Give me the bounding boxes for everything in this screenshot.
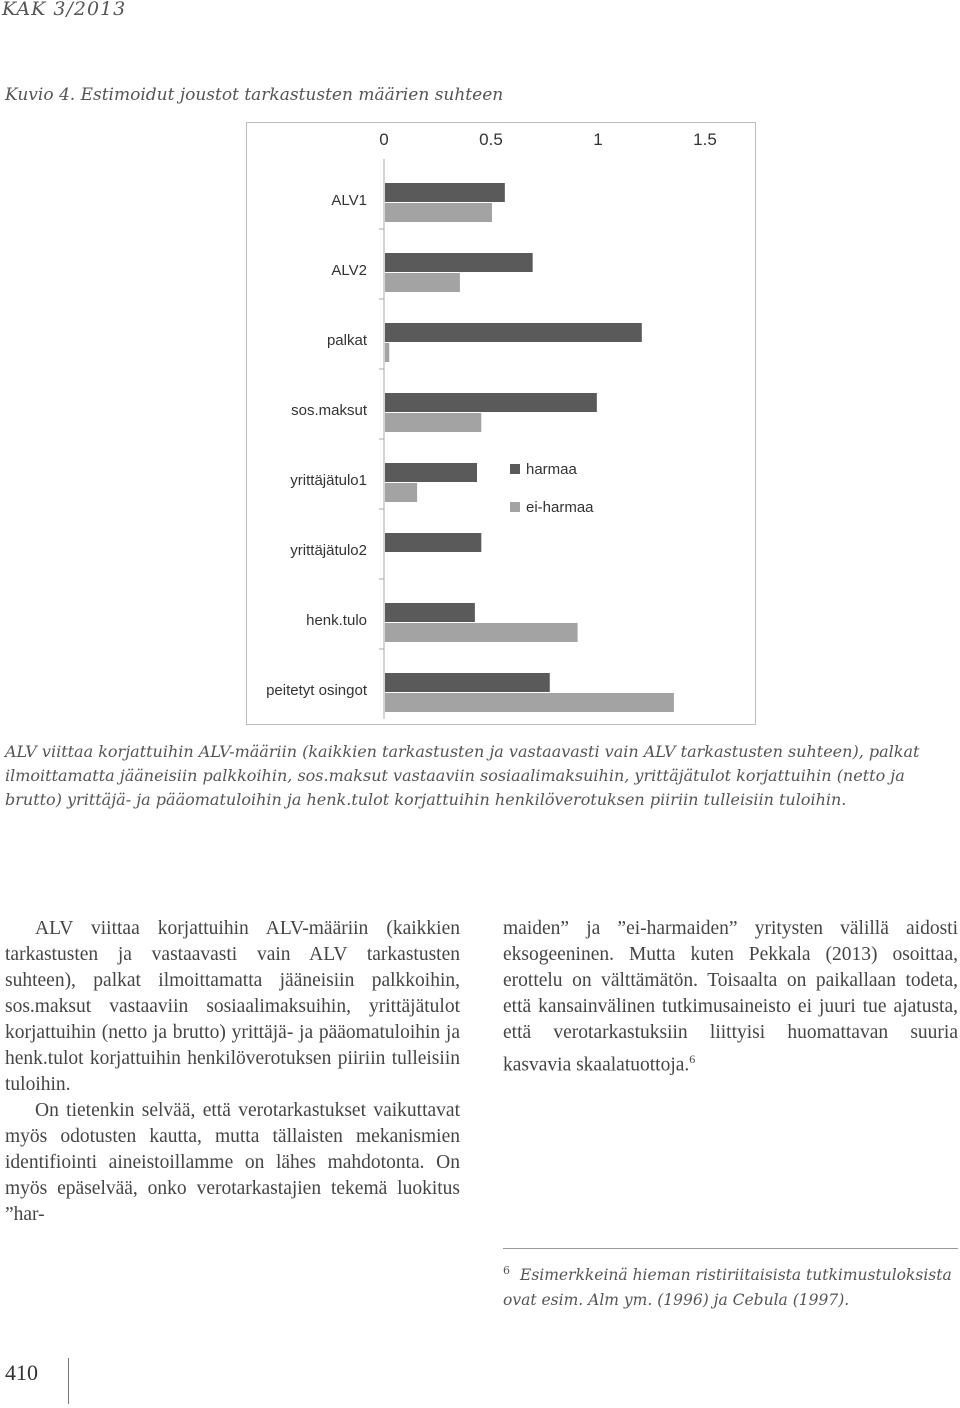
chart-frame bbox=[246, 122, 756, 725]
body-column-right bbox=[503, 916, 958, 1079]
bar-harmaa-alv2 bbox=[385, 253, 533, 272]
bar-ei-harmaa-alv2 bbox=[385, 273, 460, 292]
footnote-number: 6 bbox=[503, 1264, 510, 1277]
footnote-text: Esimerkkeinä hieman ristiriitaisista tutkimustuloksista ovat esim. Alm ym. (1996) ja Cebula (1997). bbox=[503, 1266, 952, 1310]
page-number: 410 bbox=[5, 1360, 38, 1385]
bar-harmaa-peitetyt-osingot bbox=[385, 673, 550, 692]
footnote-reference[interactable]: 6 bbox=[689, 1052, 696, 1066]
bar-ei-harmaa-yrittäjätulo1 bbox=[385, 483, 417, 502]
legend-swatch-ei-harmaa bbox=[510, 502, 520, 512]
body-paragraph: ALV viittaa korjattuihin ALV-määriin (kaikkien tarkastusten ja vastaavasti vain ALV tarkastusten suhteen), palkat ilmoittamatta jääneisiin palkkoihin, sos.maksut vastaaviin sosiaalimaksuihin, yrittäjätulot korjattuihin (netto ja brutto) yrittäjä- ja pääomatuloihin ja henk.tulot korjattuihin henkilöverotuksen piiriin tulleisiin tuloihin. bbox=[5, 918, 460, 1095]
footnote-divider bbox=[503, 1248, 958, 1249]
body-column-left bbox=[5, 916, 460, 1228]
elasticity-bar-chart bbox=[247, 123, 755, 724]
category-label-sos-maksut: sos.maksut bbox=[291, 402, 367, 419]
bar-harmaa-sos-maksut bbox=[385, 393, 597, 412]
x-tick-label: 1 bbox=[593, 130, 603, 149]
x-tick-label: 1.5 bbox=[693, 130, 717, 149]
x-tick-label: 0 bbox=[379, 130, 389, 149]
bar-ei-harmaa-alv1 bbox=[385, 203, 492, 222]
bar-ei-harmaa-peitetyt-osingot bbox=[385, 693, 674, 712]
category-label-peitetyt-osingot: peitetyt osingot bbox=[266, 682, 367, 699]
figure-note: ALV viittaa korjattuihin ALV-määriin (kaikkien tarkastusten ja vastaavasti vain ALV tarkastusten suhteen), palkat ilmoittamatta jääneisiin palkkoihin, sos.maksut vastaaviin sosiaalimaksuihin, yrittäjätulot korjattuihin (netto ja brutto) yrittäjä- ja pääomatuloihin ja henk.tulot korjattuihin henkilöverotuksen piiriin tulleisiin tuloihin. bbox=[5, 742, 920, 809]
footnote bbox=[503, 1258, 958, 1313]
bar-harmaa-palkat bbox=[385, 323, 642, 342]
journal-header: KAK 3/2013 bbox=[2, 0, 127, 20]
category-label-alv2: ALV2 bbox=[331, 262, 367, 279]
body-paragraph bbox=[503, 916, 958, 1079]
legend-label-ei-harmaa: ei-harmaa bbox=[526, 499, 594, 516]
category-label-henk-tulo: henk.tulo bbox=[306, 612, 367, 629]
bar-ei-harmaa-henk-tulo bbox=[385, 623, 578, 642]
bar-ei-harmaa-palkat bbox=[385, 343, 389, 362]
category-label-palkat: palkat bbox=[326, 332, 367, 349]
figure-caption: Kuvio 4. Estimoidut joustot tarkastusten määrien suhteen bbox=[5, 85, 504, 105]
legend-swatch-harmaa bbox=[510, 464, 520, 474]
x-tick-label: 0.5 bbox=[479, 130, 503, 149]
body-paragraph: On tietenkin selvää, että verotarkastukset vaikuttavat myös odotusten kautta, mutta tällaisten mekanismien identifiointi aineistoillamme on lähes mahdotonta. On myös epäselvää, onko verotarkastajien tekemä luokitus ”har- bbox=[5, 1100, 460, 1225]
category-label-yrittäjätulo1: yrittäjätulo1 bbox=[290, 472, 367, 489]
bar-harmaa-alv1 bbox=[385, 183, 505, 202]
body-paragraph-text: maiden” ja ”ei-harmaiden” yritysten välillä aidosti eksogeeninen. Mutta kuten Pekkala (2013) osoittaa, erottelu on välttämätön. Toisaalta on paikallaan todeta, että kansainvälinen tutkimusaineisto ei juuri tue ajatusta, että verotarkastuksiin liittyisi huomattavan suuria kasvavia skaalatuottoja. bbox=[503, 918, 958, 1076]
bar-harmaa-yrittäjätulo1 bbox=[385, 463, 477, 482]
category-label-alv1: ALV1 bbox=[331, 192, 367, 209]
bar-ei-harmaa-sos-maksut bbox=[385, 413, 481, 432]
legend-label-harmaa: harmaa bbox=[526, 461, 577, 478]
bar-harmaa-yrittäjätulo2 bbox=[385, 533, 481, 552]
page-number-divider bbox=[68, 1358, 69, 1404]
category-label-yrittäjätulo2: yrittäjätulo2 bbox=[290, 542, 367, 559]
bar-harmaa-henk-tulo bbox=[385, 603, 475, 622]
